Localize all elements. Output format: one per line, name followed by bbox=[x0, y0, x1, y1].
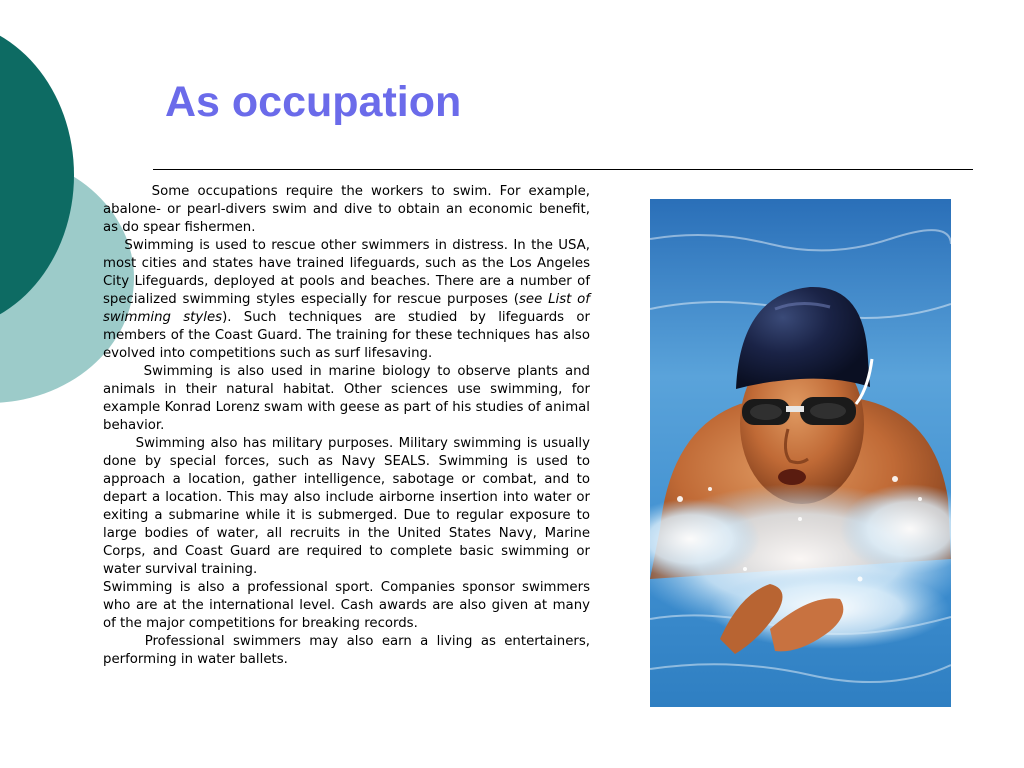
paragraph-indent bbox=[103, 436, 136, 451]
body-paragraph bbox=[103, 183, 590, 237]
paragraph-text: ). Such techniques are studied by lifeguards or members of the Coast Guard. The training for these techniques has also evolved into competitions such as surf lifesaving. bbox=[103, 310, 590, 361]
paragraph-indent bbox=[103, 364, 144, 379]
paragraph-indent bbox=[103, 238, 124, 253]
mouth bbox=[778, 469, 806, 485]
body-paragraph bbox=[103, 237, 590, 363]
paragraph-indent bbox=[103, 634, 145, 649]
body-paragraph bbox=[103, 435, 590, 579]
paragraph-text: Swimming also has military purposes. Military swimming is usually done by special forces, such as Navy SEALS. Swimming is used to approach a location, gather intelligence, sabotage or combat, and to depart a location. This may also include airborne insertion into water or exiting a submarine while it is submerged. Due to regular exposure to large bodies of water, all recruits in the United States Navy, Marine Corps, and Coast Guard are required to complete basic swimming or water survival training. bbox=[103, 436, 590, 577]
paragraph-text: Swimming is also a professional sport. Companies sponsor swimmers who are at the international level. Cash awards are also given at many of the major competitions for breaking records. bbox=[103, 580, 590, 631]
body-paragraph bbox=[103, 633, 590, 669]
title-divider bbox=[153, 169, 973, 170]
paragraph-text: Some occupations require the workers to swim. For example, abalone- or pearl-divers swim and dive to obtain an economic benefit, as do spear fishermen. bbox=[103, 184, 590, 235]
paragraph-text: Swimming is used to rescue other swimmers in distress. In the USA, most cities and states have trained lifeguards, such as the Los Angeles City Lifeguards, deployed at pools and beaches. There are a number of specialized swimming styles especially for rescue purposes ( bbox=[103, 238, 590, 307]
body-text bbox=[103, 183, 590, 669]
body-paragraph bbox=[103, 579, 590, 633]
body-paragraph bbox=[103, 363, 590, 435]
slide-title: As occupation bbox=[165, 78, 462, 126]
italic-text: see List of swimming styles bbox=[103, 292, 590, 325]
swimmer-photo bbox=[650, 199, 951, 707]
paragraph-text: Professional swimmers may also earn a living as entertainers, performing in water ballets. bbox=[103, 634, 590, 667]
paragraph-indent bbox=[103, 184, 152, 199]
paragraph-text: Swimming is also used in marine biology to observe plants and animals in their natural habitat. Other sciences use swimming, for example Konrad Lorenz swam with geese as part of his studies of animal behavior. bbox=[103, 364, 590, 433]
